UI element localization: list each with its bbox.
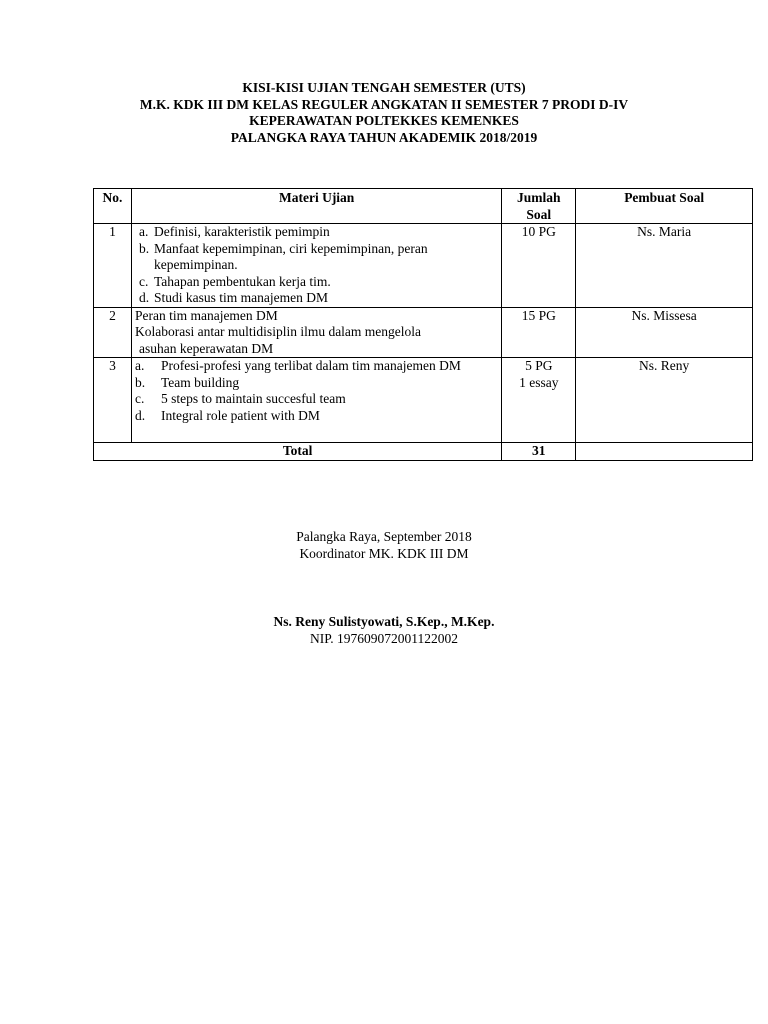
total-row	[94, 443, 753, 461]
list-marker: d.	[134, 407, 146, 423]
materi-line: Kolaborasi antar multidisiplin ilmu dalam mengelola	[134, 324, 422, 339]
pembuat-cell: Ns. Reny	[576, 358, 753, 443]
table-header-row	[94, 189, 753, 224]
list-text: Profesi-profesi yang terlibat dalam tim manajemen DM	[160, 358, 461, 373]
signature-role: Koordinator MK. KDK III DM	[299, 545, 469, 561]
header-jumlah	[502, 189, 576, 224]
list-marker: b.	[134, 374, 146, 390]
materi-cell	[131, 307, 501, 358]
jumlah-value: 15 PG	[521, 307, 556, 323]
row-number: 1	[94, 224, 132, 308]
title-line-1: KISI-KISI UJIAN TENGAH SEMESTER (UTS)	[242, 80, 526, 95]
materi-line: Peran tim manajemen DM	[134, 307, 278, 323]
list-marker: c.	[134, 391, 145, 406]
list-item	[135, 408, 498, 425]
list-text: Studi kasus tim manajemen DM	[153, 290, 328, 305]
list-marker: c.	[138, 273, 149, 289]
signature-place-date: Palangka Raya, September 2018	[296, 529, 472, 544]
title-line-2: M.K. KDK III DM KELAS REGULER ANGKATAN II SEMESTER 7 PRODI D-IV	[139, 96, 629, 112]
list-marker: a.	[134, 358, 145, 373]
pembuat-cell: Ns. Maria	[576, 224, 753, 308]
list-marker: d.	[138, 290, 150, 305]
table-row	[94, 224, 753, 308]
title-line-4: PALANGKA RAYA TAHUN AKADEMIK 2018/2019	[230, 129, 538, 145]
jumlah-value: 5 PG	[525, 358, 553, 373]
list-text: Integral role patient with DM	[160, 407, 320, 423]
list-item	[135, 358, 498, 375]
list-marker: a.	[138, 224, 149, 239]
materi-line: asuhan keperawatan DM	[138, 340, 274, 356]
signature-block	[0, 529, 768, 562]
list-text: Tahapan pembentukan kerja tim.	[153, 273, 331, 289]
header-materi: Materi Ujian	[131, 189, 501, 224]
jumlah-value: 1 essay	[519, 374, 559, 390]
document-title	[0, 80, 768, 146]
title-line-3: KEPERAWATAN POLTEKKES KEMENKES	[249, 113, 519, 128]
list-item	[135, 241, 498, 274]
jumlah-cell	[502, 224, 576, 308]
materi-cell	[131, 358, 501, 443]
header-jumlah-line2: Soal	[526, 206, 552, 222]
list-item	[135, 224, 498, 241]
jumlah-cell	[502, 307, 576, 358]
jumlah-cell	[502, 358, 576, 443]
row-number: 2	[94, 307, 132, 358]
list-text: 5 steps to maintain succesful team	[160, 391, 346, 406]
header-pembuat: Pembuat Soal	[576, 189, 753, 224]
signature-name: Ns. Reny Sulistyowati, S.Kep., M.Kep.	[273, 614, 495, 629]
jumlah-value: 10 PG	[521, 224, 556, 239]
total-value: 31	[502, 443, 576, 461]
signature-nip: NIP. 197609072001122002	[309, 630, 458, 646]
list-item	[135, 391, 498, 408]
list-text: Team building	[160, 374, 240, 390]
header-no: No.	[94, 189, 132, 224]
list-text: Definisi, karakteristik pemimpin	[153, 224, 330, 239]
total-empty-cell	[576, 443, 753, 461]
materi-cell	[131, 224, 501, 308]
pembuat-cell: Ns. Missesa	[576, 307, 753, 358]
list-text: Manfaat kepemimpinan, ciri kepemimpinan, peran kepemimpinan.	[153, 240, 428, 272]
header-jumlah-line1: Jumlah	[517, 190, 561, 205]
list-item	[135, 375, 498, 392]
table-row	[94, 307, 753, 358]
list-item	[135, 290, 498, 307]
list-item	[135, 274, 498, 291]
signature-name-block	[0, 614, 768, 647]
list-marker: b.	[138, 240, 150, 256]
table-row	[94, 358, 753, 443]
row-number: 3	[94, 358, 132, 443]
exam-grid-table	[93, 188, 753, 461]
total-label: Total	[94, 443, 502, 461]
